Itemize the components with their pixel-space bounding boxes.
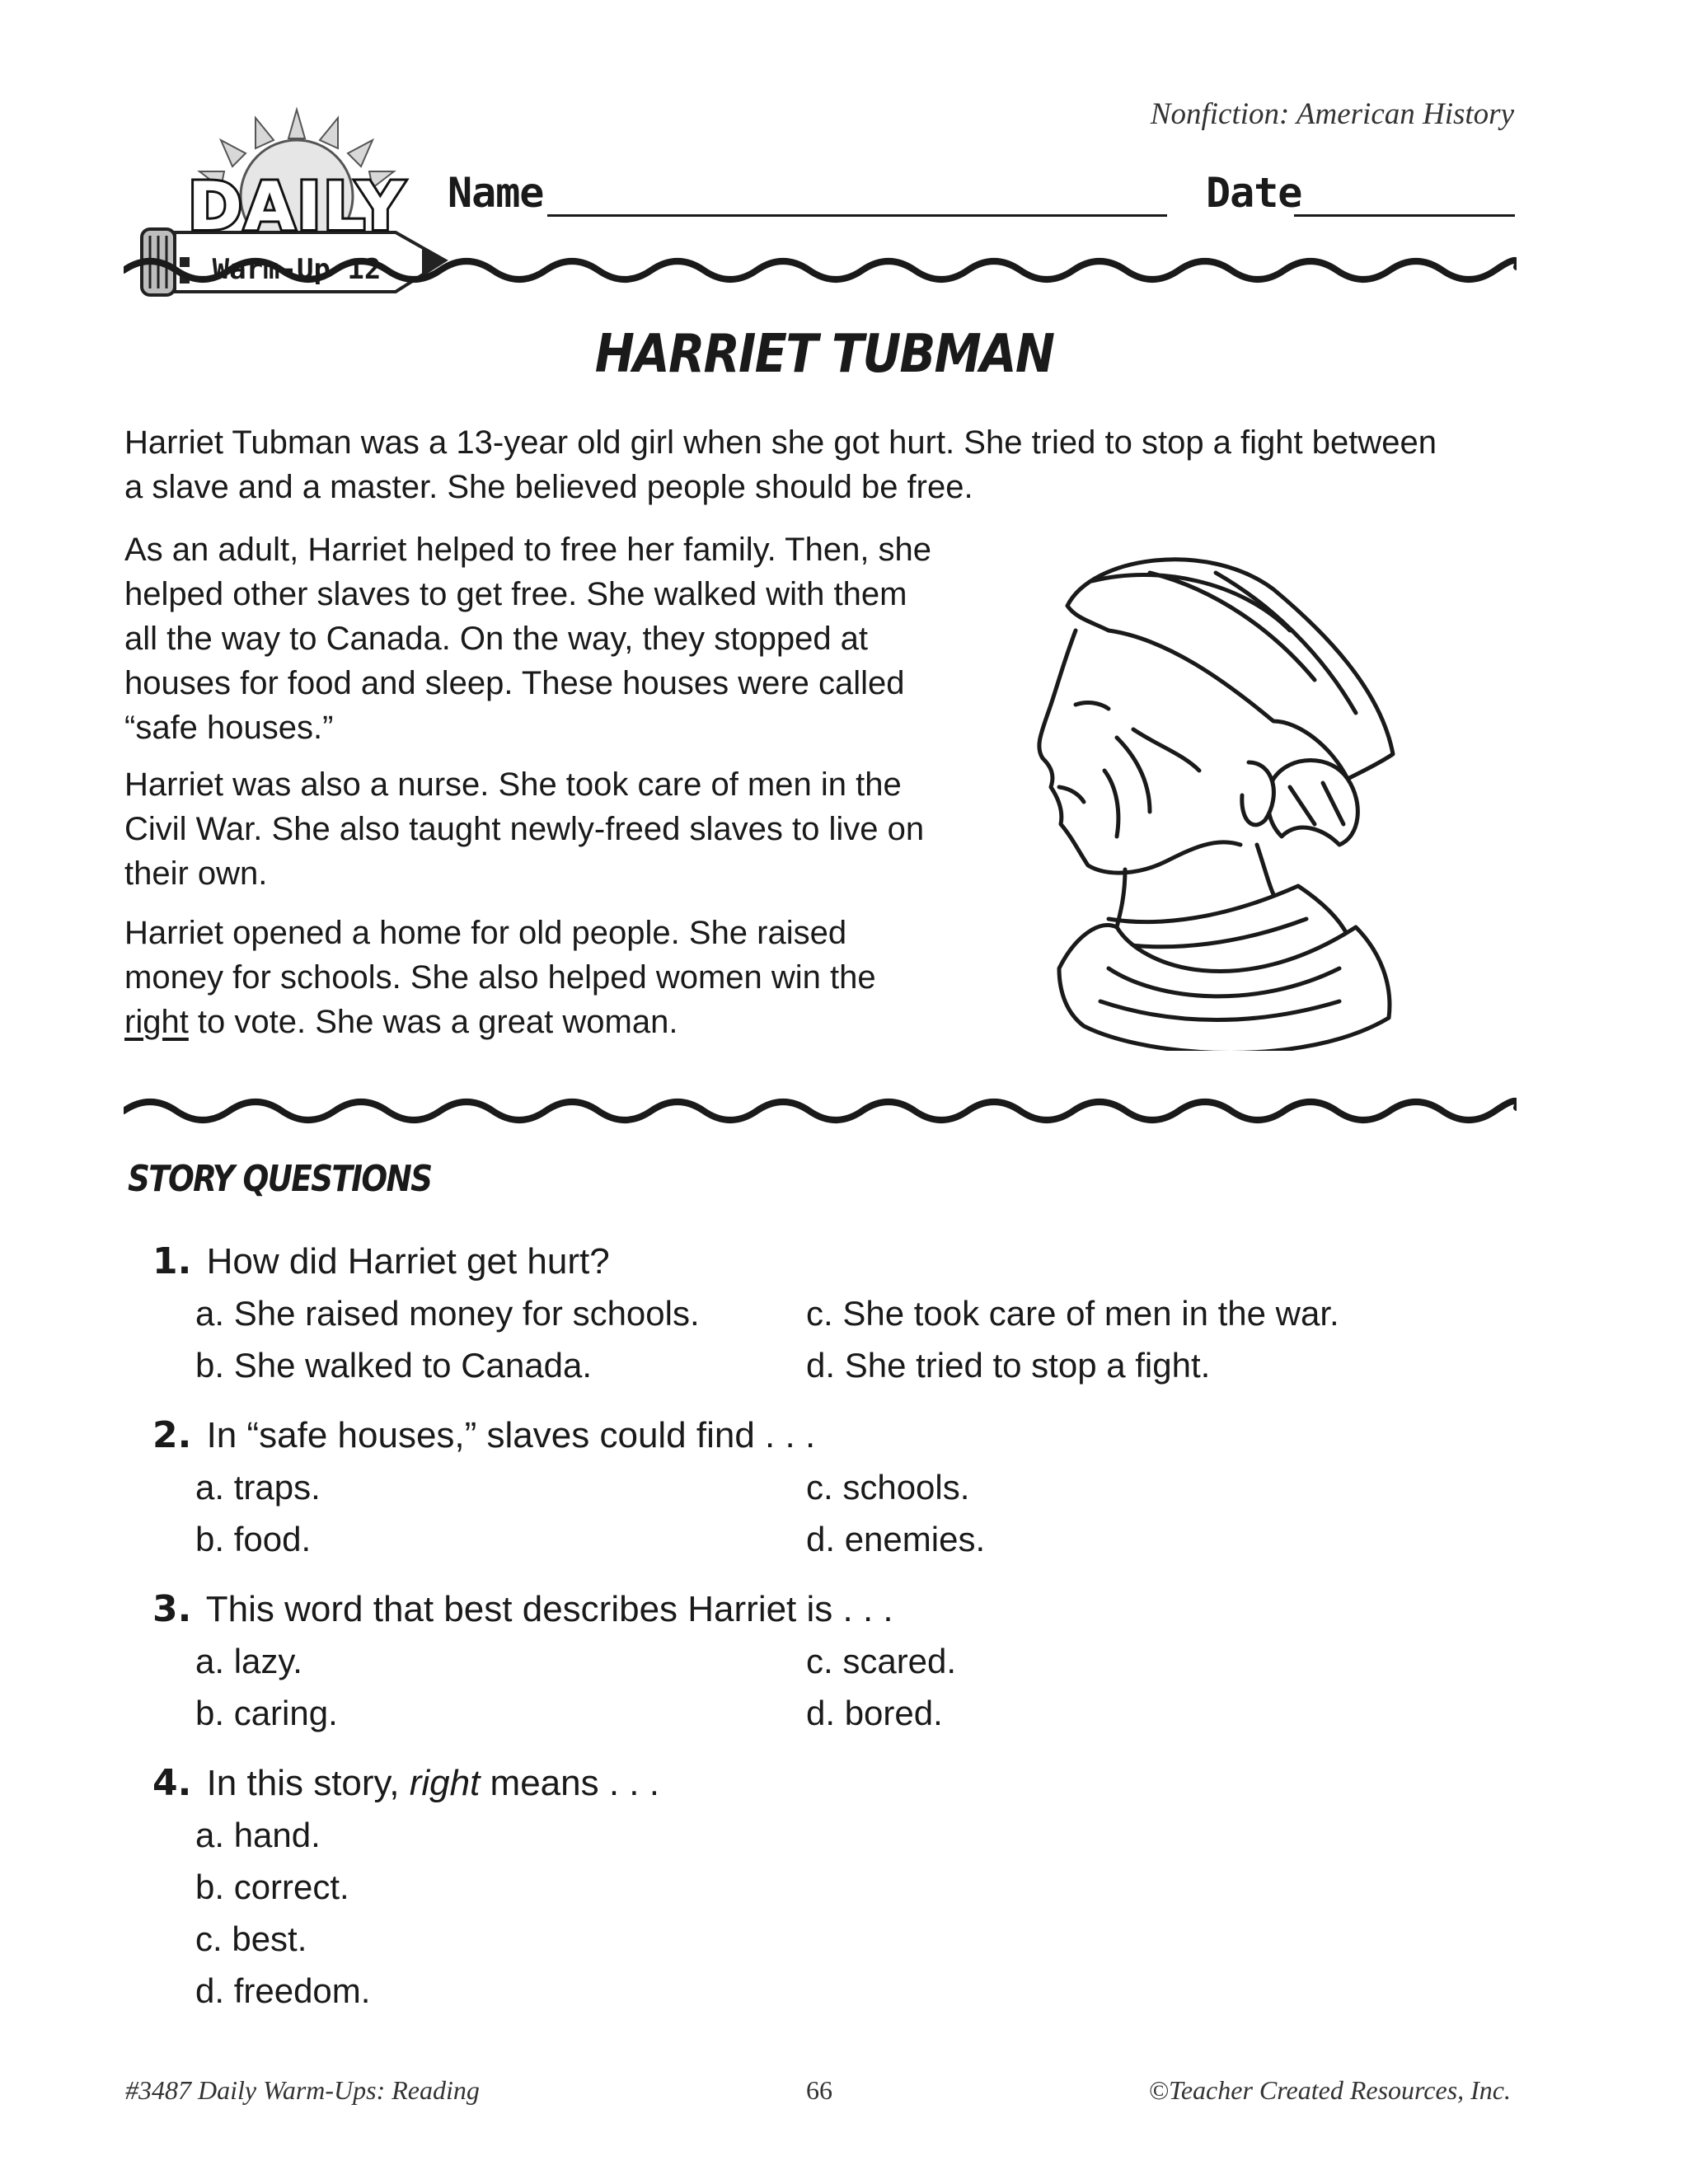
answer-option-c[interactable]: c. scared. — [806, 1642, 957, 1680]
story-paragraph-4 — [124, 911, 949, 1044]
p4-text-after: to vote. She was a great woman. — [188, 1004, 678, 1040]
question-number: 3. — [152, 1588, 192, 1630]
answer-option-d[interactable]: d. bored. — [806, 1694, 943, 1732]
name-label: Name — [448, 169, 544, 217]
story-paragraph-2: As an adult, Harriet helped to free her family. Then, she helped other slaves to get free. She walked with them all the way to Canada. On the way, they stopped at houses for food and sleep. These houses were called “safe houses.” — [124, 532, 932, 746]
question-text: This word that best describes Harriet is . . . — [205, 1589, 893, 1629]
question-text: In “safe houses,” slaves could find . . . — [206, 1415, 816, 1455]
answer-option-a[interactable]: a. traps. — [195, 1468, 321, 1507]
harriet-tubman-portrait — [1026, 540, 1405, 1051]
p4-text-before: Harriet opened a home for old people. She raised money for schools. She also helped women win the — [124, 915, 876, 996]
answer-option-c[interactable]: c. She took care of men in the war. — [806, 1294, 1339, 1333]
page-title: HARRIET TUBMAN — [594, 324, 1054, 385]
date-field-line[interactable] — [1294, 214, 1515, 217]
wavy-divider-top — [124, 246, 1517, 295]
question-text: How did Harriet get hurt? — [206, 1241, 610, 1282]
question-stem — [152, 1584, 1554, 1635]
date-label: Date — [1206, 169, 1302, 217]
underlined-word: right — [124, 1004, 189, 1040]
answer-option-b[interactable]: b. She walked to Canada. — [195, 1346, 592, 1385]
story-paragraph-3: Harriet was also a nurse. She took care of men in the Civil War. She also taught newly-freed slaves to live on their own. — [124, 766, 925, 892]
footer-page-number: 66 — [806, 2075, 832, 2105]
answer-option-c[interactable]: c. schools. — [806, 1468, 970, 1507]
footer-book-title: #3487 Daily Warm-Ups: Reading — [125, 2075, 480, 2105]
category-label: Nonfiction: American History — [1150, 97, 1514, 131]
question-stem — [152, 1410, 1554, 1461]
question-number: 2. — [152, 1414, 192, 1456]
answer-options — [152, 1809, 1554, 2017]
story-paragraph-1: Harriet Tubman was a 13-year old girl when she got hurt. She tried to stop a fight between a slave and a master. She believed people should be free. — [124, 424, 1437, 505]
question-1 — [152, 1236, 1554, 1391]
answer-option-a[interactable]: a. She raised money for schools. — [195, 1294, 700, 1333]
answer-option-a[interactable]: a. hand. — [195, 1816, 321, 1854]
question-text-after: means . . . — [480, 1763, 659, 1803]
badge-word: DAILY — [187, 168, 406, 245]
answer-options — [152, 1287, 1554, 1391]
answer-options — [152, 1461, 1554, 1565]
answer-option-b[interactable]: b. caring. — [195, 1694, 338, 1732]
question-number: 1. — [152, 1240, 192, 1282]
question-text-before: In this story, — [206, 1763, 410, 1803]
answer-options — [152, 1635, 1554, 1739]
badge-subtitle: Warm-Up 12 — [212, 253, 382, 286]
question-italic-word: right — [409, 1763, 481, 1803]
question-number: 4. — [152, 1762, 192, 1804]
answer-option-d[interactable]: d. enemies. — [806, 1520, 986, 1558]
question-stem — [152, 1758, 1554, 1809]
answer-option-c[interactable]: c. best. — [195, 1919, 307, 1958]
answer-option-b[interactable]: b. correct. — [195, 1868, 349, 1906]
footer-copyright: ©Teacher Created Resources, Inc. — [1148, 2075, 1511, 2105]
wavy-divider-middle — [124, 1086, 1517, 1136]
answer-option-b[interactable]: b. food. — [195, 1520, 312, 1558]
answer-option-a[interactable]: a. lazy. — [195, 1642, 302, 1680]
answer-option-d[interactable]: d. She tried to stop a fight. — [806, 1346, 1211, 1385]
questions-heading: STORY QUESTIONS — [128, 1158, 432, 1200]
answer-option-d[interactable]: d. freedom. — [195, 1971, 371, 2010]
question-4 — [152, 1758, 1554, 2017]
question-3 — [152, 1584, 1554, 1739]
question-2 — [152, 1410, 1554, 1565]
name-field-line[interactable] — [547, 214, 1167, 217]
question-stem — [152, 1236, 1554, 1287]
